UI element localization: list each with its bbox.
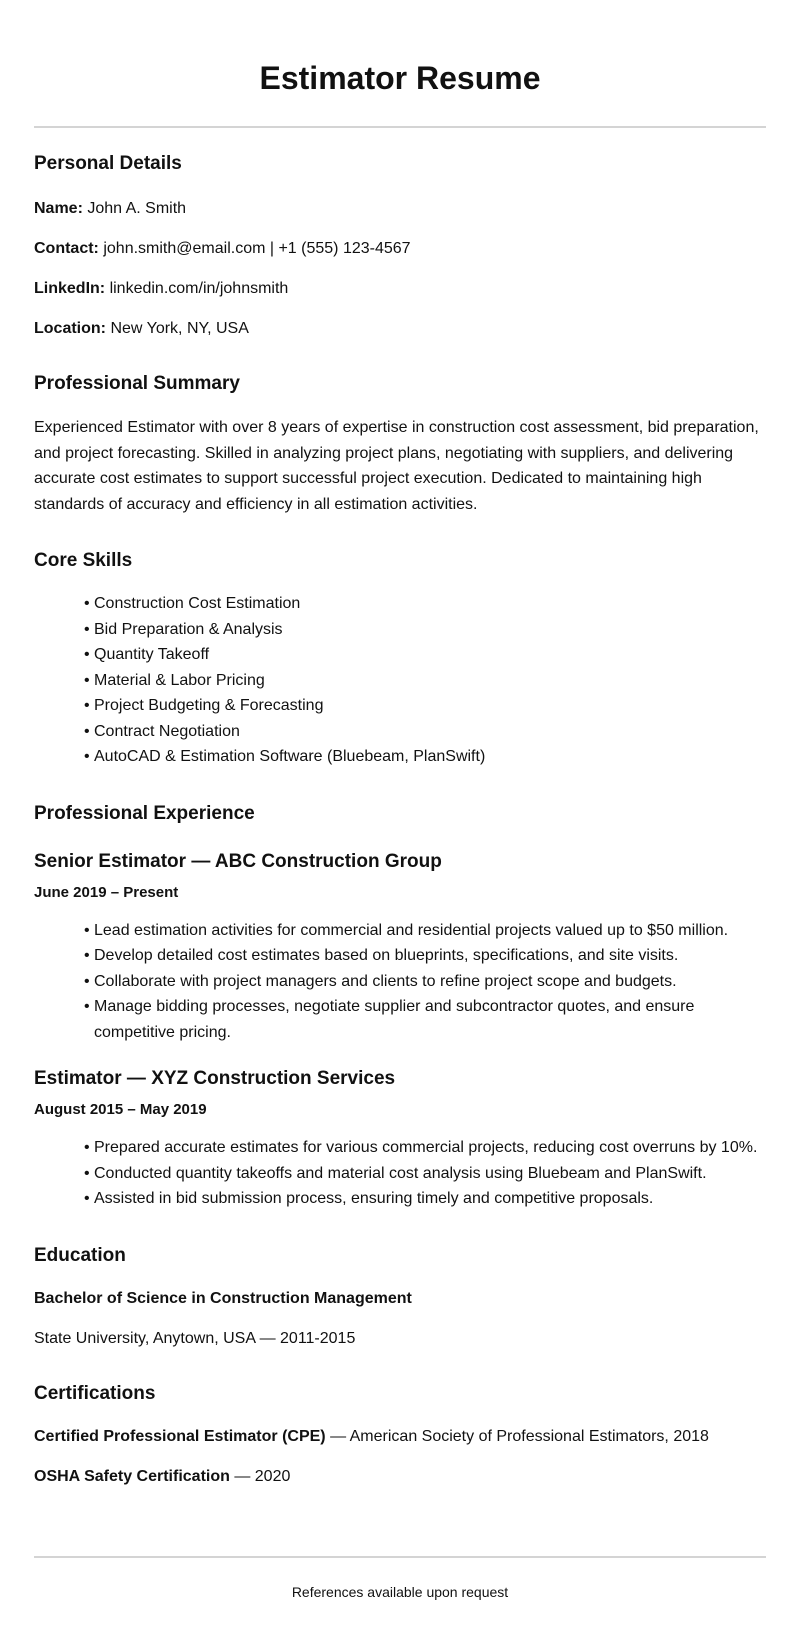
job-bullets [34, 1135, 766, 1212]
bullet-icon: • [84, 595, 90, 612]
list-item: • Construction Cost Estimation [84, 591, 766, 617]
footer-divider [34, 1556, 766, 1558]
list-item: • AutoCAD & Estimation Software (Bluebeam, PlanSwift) [84, 744, 766, 770]
experience-heading: Professional Experience [34, 802, 255, 824]
name-line [34, 198, 766, 220]
education-degree: Bachelor of Science in Construction Management [34, 1289, 412, 1307]
list-item: • Quantity Takeoff [84, 642, 766, 668]
certifications-section [34, 1380, 766, 1488]
bullet-icon: • [84, 1164, 90, 1182]
summary-text: Experienced Estimator with over 8 years of expertise in construction cost assessment, bid preparation, and project forecasting. Skilled in analyzing project plans, negotiating with suppliers, and delivering accurate cost estimates to support successful project execution. Dedicated to maintaining high standards of accuracy and efficiency in all estimation activities. [34, 419, 759, 513]
location-value: New York, NY, USA [110, 320, 249, 337]
bullet-icon: • [84, 620, 90, 638]
contact-label: Contact: [34, 240, 99, 257]
education-school: State University, Anytown, USA — 2011-2015 [34, 1329, 356, 1347]
education-heading: Education [34, 1244, 126, 1266]
certification-item [34, 1426, 766, 1448]
summary-section [34, 370, 766, 517]
certifications-heading: Certifications [34, 1382, 156, 1404]
job-dates: August 2015 – May 2019 [34, 1101, 207, 1118]
job-title: Senior Estimator — ABC Construction Group [34, 850, 442, 872]
linkedin-label: LinkedIn: [34, 280, 106, 297]
bullet-icon: • [84, 748, 90, 765]
certification-detail: — American Society of Professional Estimators, 2018 [325, 1427, 709, 1445]
job-title: Estimator — XYZ Construction Services [34, 1068, 396, 1089]
personal-details-section [34, 150, 766, 340]
certification-detail: — 2020 [229, 1467, 291, 1485]
list-item: • Bid Preparation & Analysis [84, 617, 766, 643]
experience-section [34, 800, 766, 1212]
personal-details-heading: Personal Details [34, 153, 182, 174]
list-item: • Prepared accurate estimates for various commercial projects, reducing cost overruns by 10%. [84, 1135, 766, 1161]
job-dates: June 2019 – Present [34, 883, 179, 901]
bullet-icon: • [84, 972, 90, 990]
skills-heading: Core Skills [34, 550, 133, 571]
bullet-icon: • [84, 671, 90, 689]
bullet-icon: • [84, 998, 90, 1015]
bullet-icon: • [84, 1190, 90, 1207]
skills-list [34, 591, 766, 770]
bullet-icon: • [84, 947, 90, 964]
list-item: • Assisted in bid submission process, ensuring timely and competitive proposals. [84, 1186, 766, 1212]
certification-name: Certified Professional Estimator (CPE) [34, 1427, 326, 1445]
list-item: • Project Budgeting & Forecasting [84, 693, 766, 719]
title-divider [34, 126, 766, 128]
bullet-icon: • [84, 722, 90, 740]
page-title: Estimator Resume [259, 60, 541, 96]
list-item: • Collaborate with project managers and clients to refine project scope and budgets. [84, 969, 766, 995]
list-item: • Develop detailed cost estimates based on blueprints, specifications, and site visits. [84, 943, 766, 969]
resume-content [34, 150, 766, 1488]
name-label: Name: [34, 200, 83, 217]
footer-note: References available upon request [291, 1584, 509, 1600]
name-value: John A. Smith [87, 200, 187, 217]
list-item: • Material & Labor Pricing [84, 668, 766, 694]
bullet-icon: • [84, 1139, 90, 1156]
list-item: • Contract Negotiation [84, 719, 766, 745]
linkedin-value: linkedin.com/in/johnsmith [109, 280, 289, 297]
certification-name: OSHA Safety Certification [34, 1467, 230, 1485]
list-item: • Conducted quantity takeoffs and material cost analysis using Bluebeam and PlanSwift. [84, 1161, 766, 1187]
summary-heading: Professional Summary [34, 373, 240, 394]
job-entry [34, 1065, 766, 1212]
list-item: • Manage bidding processes, negotiate supplier and subcontractor quotes, and ensure competitive pricing. [84, 994, 766, 1045]
bullet-icon: • [84, 697, 90, 714]
bullet-icon: • [84, 921, 90, 939]
list-item: • Lead estimation activities for commercial and residential projects valued up to $50 million. [84, 918, 766, 944]
certification-item [34, 1466, 766, 1488]
contact-value: john.smith@email.com | +1 (555) 123-4567 [103, 240, 411, 257]
contact-line [34, 238, 766, 260]
linkedin-line [34, 278, 766, 300]
job-bullets [34, 918, 766, 1046]
bullet-icon: • [84, 646, 90, 663]
location-label: Location: [34, 320, 106, 337]
job-entry [34, 848, 766, 1046]
skills-section [34, 547, 766, 770]
education-section [34, 1242, 766, 1350]
location-line [34, 318, 766, 340]
